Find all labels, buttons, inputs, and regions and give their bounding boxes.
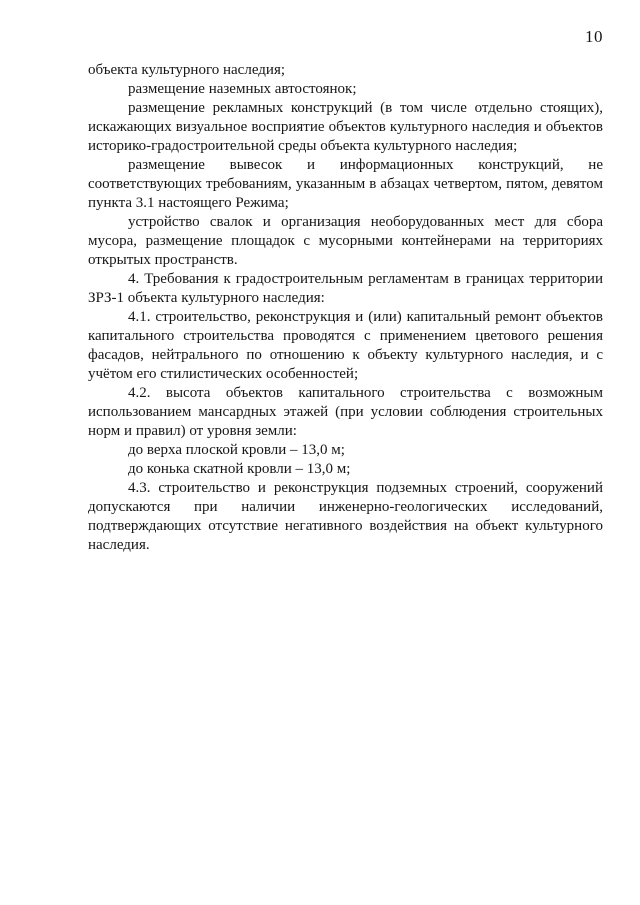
paragraph-signs: размещение вывесок и информационных конструкций, не соответствующих требованиям, указанным в абзацах четвертом, пятом, девятом пункта 3.1 настоящего Режима; <box>88 157 603 211</box>
paragraph-continuation: объекта культурного наследия; <box>88 62 286 78</box>
document-body <box>88 61 603 555</box>
clause-4-3: 4.3. строительство и реконструкция подземных строений, сооружений допускаются при наличии инженерно-геологических исследований, подтверждающих отсутствие негативного воздействия на объект культурного наследия. <box>88 480 603 553</box>
height-pitched-roof: до конька скатной кровли – 13,0 м; <box>128 461 351 477</box>
page-number: 10 <box>585 27 603 46</box>
paragraph-dumps: устройство свалок и организация необорудованных мест для сбора мусора, размещение площадок с мусорными контейнерами на территориях открытых пространств. <box>88 214 603 268</box>
clause-4-2: 4.2. высота объектов капитального строительства с возможным использованием мансардных этажей (при условии соблюдения строительных норм и правил) от уровня земли: <box>88 385 603 439</box>
height-flat-roof: до верха плоской кровли – 13,0 м; <box>128 442 345 458</box>
section-heading-4: 4. Требования к градостроительным регламентам в границах территории ЗРЗ-1 объекта культурного наследия: <box>88 271 603 306</box>
paragraph-parking: размещение наземных автостоянок; <box>128 81 357 97</box>
clause-4-1: 4.1. строительство, реконструкция и (или) капитальный ремонт объектов капитального строительства проводятся с применением цветового решения фасадов, нейтрального по отношению к объекту культурного наследия, и с учётом его стилистических особенностей; <box>88 309 603 382</box>
paragraph-advertising: размещение рекламных конструкций (в том числе отдельно стоящих), искажающих визуальное восприятие объектов культурного наследия и объектов историко-градостроительной среды объекта культурного наследия; <box>88 100 603 154</box>
